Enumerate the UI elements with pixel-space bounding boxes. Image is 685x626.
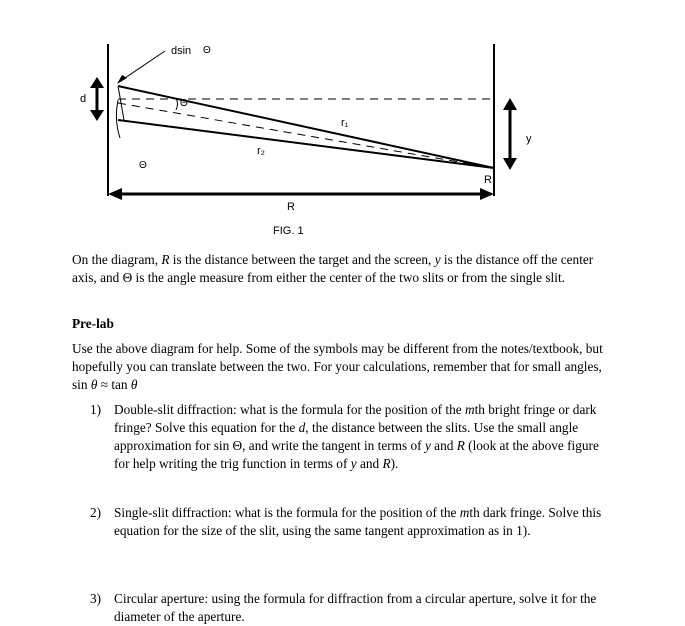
question-number: 3) — [90, 591, 102, 606]
d-arrow-head-down — [90, 110, 104, 121]
question-1 — [90, 401, 605, 473]
dsin-pointer-line — [122, 51, 165, 80]
prelab-paragraph: Use the above diagram for help. Some of the symbols may be different from the notes/textbook, but hopefully you can translate between the two. For your calculations, remember that for small angles, sin θ ≈ tan θ — [72, 341, 603, 392]
question-2 — [90, 504, 605, 540]
label-r1: r₁ — [341, 117, 349, 129]
question-number: 1) — [90, 402, 102, 417]
label-theta-top: Θ — [203, 45, 211, 56]
intro-paragraph: On the diagram, R is the distance between the target and the screen, y is the distance off the center axis, and Θ is the angle measure from either the center of the two slits or from the single slit. — [72, 252, 594, 285]
question-number: 2) — [90, 505, 102, 520]
ray-center-dashed — [118, 103, 494, 168]
label-R-screen: R — [484, 174, 492, 186]
y-arrow-head-up — [503, 98, 517, 110]
label-r2: r₂ — [257, 145, 265, 157]
R-arrow-head-left — [108, 188, 122, 200]
question-text: Circular aperture: using the formula for diffraction from a circular aperture, solve it for the diameter of the aperture. — [114, 591, 597, 624]
figure-caption: FIG. 1 — [273, 225, 304, 237]
y-arrow-head-down — [503, 158, 517, 170]
question-3 — [90, 590, 605, 626]
label-dsin: dsin — [171, 45, 192, 57]
label-d: d — [80, 93, 87, 105]
prelab-heading: Pre-lab — [72, 316, 114, 331]
angle-arc-small — [176, 98, 178, 110]
R-arrow-head-right — [480, 188, 494, 200]
question-text: Single-slit diffraction: what is the formula for the position of the mth dark fringe. Solve this equation for the size of the slit, using the same tangent approximation as in 1). — [114, 505, 602, 538]
label-R-bottom: R — [287, 201, 295, 213]
label-theta-small: Θ — [180, 98, 188, 109]
label-theta-low: Θ — [139, 160, 147, 171]
d-arrow-head-up — [90, 77, 104, 88]
label-y: y — [526, 133, 532, 145]
angle-arc-bottom — [116, 100, 120, 138]
question-text: Double-slit diffraction: what is the formula for the position of the mth bright fringe or dark fringe? Solve this equation for the d, the distance between the slits. Use the small angle approximation for sin Θ, and write the tangent in terms of y and R (look at the above figure for help writing the trig function in terms of y and R). — [114, 402, 599, 471]
dsin-pointer-head — [117, 75, 127, 84]
